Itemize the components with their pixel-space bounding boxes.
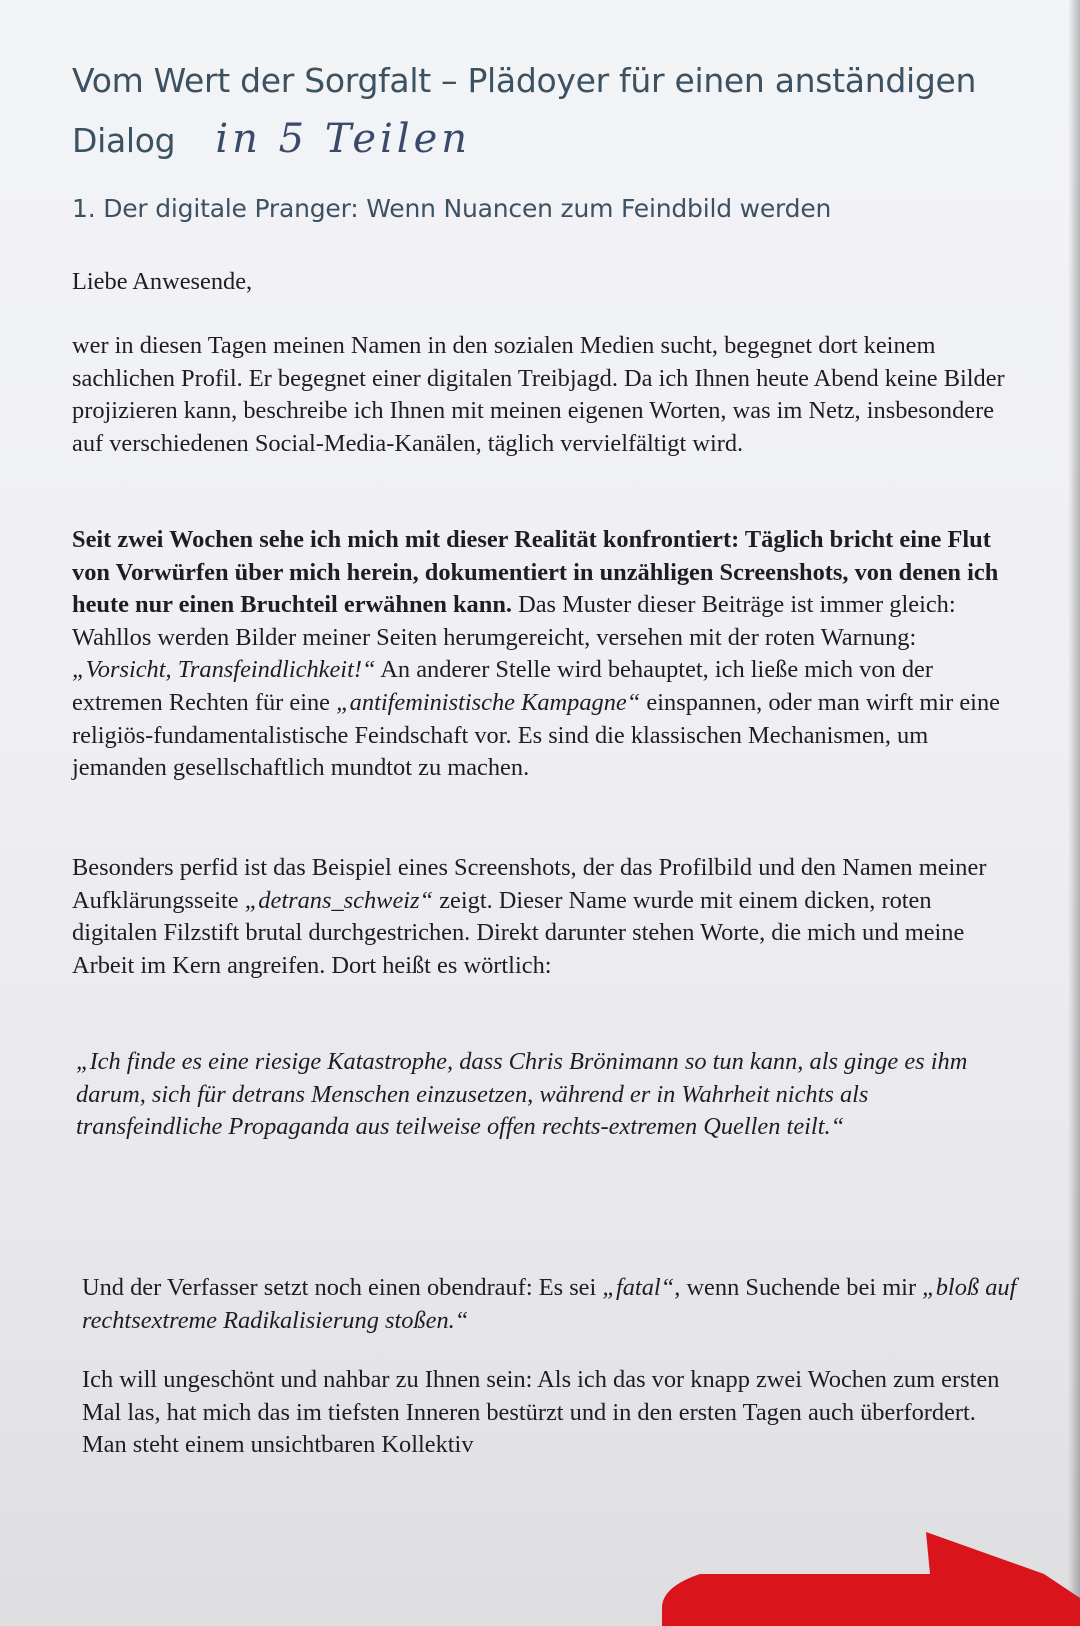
quote-block: „Ich finde es eine riesige Katastrophe, dass Chris Brönimann so tun kann, als ginge es ihm darum, sich für detrans Menschen einzusetzen, während er in Wahrheit nichts als transfeindliche Propaganda aus teilweise offen rechts-extremen Quellen teilt.“ (76, 1048, 968, 1141)
paragraph-3-text-b: zeigt. Dieser Name wurde mit einem dicken, roten digitalen Filzstift brutal durchgestrichen. Direkt darunter stehen Worte, die mich und meine Arbeit im Kern angreifen. Dort heißt es wörtlich: (72, 886, 965, 979)
paragraph-5: Ich will ungeschönt und nahbar zu Ihnen sein: Als ich das vor knapp zwei Wochen zum ersten Mal las, hat mich das im tiefsten Inneren bestürzt und in den ersten Tagen auch überfordert. Man steht einem unsichtbaren Kollektiv (82, 1366, 1000, 1459)
paragraph-3 (72, 852, 1012, 982)
paragraph-2-italic-b: „antifeministische Kampagne“ (336, 688, 641, 716)
paragraph-4-text-a: Und der Verfasser setzt noch einen obendrauf: Es sei (82, 1274, 603, 1301)
document-title (72, 52, 1032, 170)
paragraph-2-text-a: Das Muster dieser Beiträge ist immer gleich: Wahllos werden Bilder meiner Seiten herumgereicht, versehen mit der roten Warnung: (72, 591, 956, 651)
paragraph-2 (72, 524, 1012, 785)
greeting: Liebe Anwesende, (72, 268, 253, 295)
paragraph-2-text-c: einspannen, oder man wirft mir eine religiös-fundamentalistische Feindschaft vor. Es sind die klassischen Mechanismen, um jemanden gesellschaftlich mundtot zu machen. (72, 688, 1000, 782)
paragraph-2-italic-a: „Vorsicht, Transfeindlichkeit!“ (72, 656, 376, 684)
paragraph-4-italic-b: „bloß auf rechtsextreme Radikalisierung stoßen.“ (82, 1274, 1017, 1334)
paragraph-3-text-a: Besonders perfid ist das Beispiel eines Screenshots, der das Profilbild und den Namen meiner Aufklärungsseite (72, 854, 987, 914)
paragraph-2-text-b: An anderer Stelle wird behauptet, ich ließe mich von der extremen Rechten für eine (72, 656, 933, 716)
document-title-text: Vom Wert der Sorgfalt – Plädoyer für einen anständigen Dialog (72, 61, 977, 160)
paragraph-3-italic: „detrans_schweiz“ (244, 886, 434, 914)
paragraph-4 (82, 1272, 1022, 1337)
page-edge-shadow (1068, 0, 1080, 1626)
paragraph-4-italic-a: „fatal“ (602, 1274, 675, 1301)
section-heading: 1. Der digitale Pranger: Wenn Nuancen zum Feindbild werden (72, 194, 832, 223)
paragraph-4-text-b: , wenn Suchende bei mir (674, 1274, 923, 1301)
paragraph-2-bold: Seit zwei Wochen sehe ich mich mit dieser Realität konfrontiert: Täglich bricht eine Flut von Vorwürfen über mich herein, dokumentiert in unzähligen Screenshots, von denen ich heute nur einen Bruchteil erwähnen kann. (72, 526, 999, 619)
handwritten-annotation: in 5 Teilen (215, 116, 472, 162)
paragraph-1: wer in diesen Tagen meinen Namen in den sozialen Medien sucht, begegnet dort keinem sachlichen Profil. Er begegnet einer digitalen Treibjagd. Da ich Ihnen heute Abend keine Bilder projizieren kann, beschreibe ich Ihnen mit meinen eigenen Worten, was im Netz, insbesondere auf verschiedenen Social-Media-Kanälen, täglich vervielfältigt wird. (72, 332, 1005, 457)
